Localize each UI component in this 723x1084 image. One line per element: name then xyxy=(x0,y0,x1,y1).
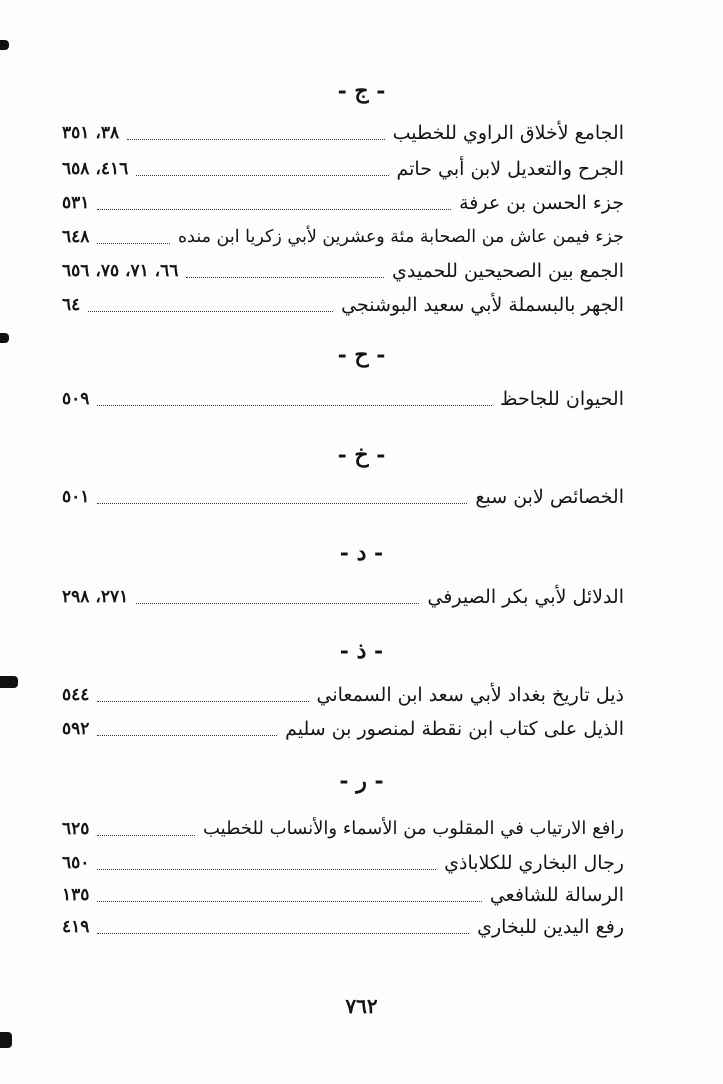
entry-title: الجمع بين الصحيحين للحميدي xyxy=(392,260,624,282)
index-entry xyxy=(62,222,624,252)
index-entry xyxy=(62,384,624,414)
entry-title: رفع اليدين للبخاري xyxy=(477,916,624,938)
index-entry xyxy=(62,582,624,612)
section-heading-ha: - ح - xyxy=(337,342,386,368)
entry-title: جزء فيمن عاش من الصحابة مئة وعشرين لأبي زكريا ابن منده xyxy=(177,227,624,247)
leader-dots xyxy=(97,869,436,870)
leader-dots xyxy=(97,701,308,702)
entry-pages: ٤١٩ xyxy=(62,917,90,937)
entry-title: رجال البخاري للكلاباذي xyxy=(444,852,624,874)
index-entry xyxy=(62,680,624,710)
leader-dots xyxy=(97,209,451,210)
entry-title: الخصائص لابن سبع xyxy=(475,486,624,508)
entry-pages: ٦٤ xyxy=(62,295,81,315)
leader-dots xyxy=(127,139,385,140)
index-entry xyxy=(62,482,624,512)
entry-title: الجهر بالبسملة لأبي سعيد البوشنجي xyxy=(341,294,624,316)
entry-pages: ٥٠٩ xyxy=(62,389,90,409)
leader-dots xyxy=(88,311,333,312)
leader-dots xyxy=(136,175,388,176)
entry-pages: ٦٢٥ xyxy=(62,819,90,839)
entry-title: الجامع لأخلاق الراوي للخطيب xyxy=(392,122,624,144)
entry-title: جزء الحسن بن عرفة xyxy=(459,192,624,214)
scan-mark xyxy=(0,40,9,50)
leader-dots xyxy=(97,933,469,934)
entry-pages: ٢٧١، ٢٩٨ xyxy=(62,587,129,607)
leader-dots xyxy=(136,603,419,604)
section-heading-ra: - ر - xyxy=(339,768,384,794)
entry-pages: ٥٩٢ xyxy=(62,719,90,739)
section-heading-jim: - ج - xyxy=(337,78,386,104)
index-entry xyxy=(62,714,624,744)
entry-pages: ٥٤٤ xyxy=(62,685,90,705)
entry-pages: ٥٠١ xyxy=(62,487,90,507)
leader-dots xyxy=(97,503,467,504)
entry-pages: ٥٣١ xyxy=(62,193,90,213)
entry-pages: ١٣٥ xyxy=(62,885,90,905)
index-entry xyxy=(62,848,624,878)
entry-pages: ٦٦، ٧١، ٧٥، ٦٥٦ xyxy=(62,261,179,281)
entry-title: الجرح والتعديل لابن أبي حاتم xyxy=(396,158,624,180)
scan-mark xyxy=(0,1032,12,1048)
index-entry xyxy=(62,912,624,942)
index-entry xyxy=(62,290,624,320)
entry-title: الرسالة للشافعي xyxy=(489,884,624,906)
entry-title: الذيل على كتاب ابن نقطة لمنصور بن سليم xyxy=(285,718,624,740)
leader-dots xyxy=(97,243,170,244)
entry-title: الدلائل لأبي بكر الصيرفي xyxy=(427,586,624,608)
scan-mark xyxy=(0,676,18,688)
index-entry xyxy=(62,814,624,844)
entry-pages: ٦٥٠ xyxy=(62,853,90,873)
index-entry xyxy=(62,118,624,148)
leader-dots xyxy=(97,835,195,836)
leader-dots xyxy=(97,405,492,406)
index-entry xyxy=(62,188,624,218)
entry-title: ذيل تاريخ بغداد لأبي سعد ابن السمعاني xyxy=(316,684,624,706)
section-heading-dal: - د - xyxy=(339,540,384,566)
index-entry xyxy=(62,154,624,184)
leader-dots xyxy=(186,277,384,278)
index-entry xyxy=(62,256,624,286)
section-heading-dhal: - ذ - xyxy=(339,638,384,664)
entry-pages: ٦٤٨ xyxy=(62,227,90,247)
leader-dots xyxy=(97,735,277,736)
index-entry xyxy=(62,880,624,910)
section-heading-kha: - خ - xyxy=(337,442,386,468)
page-number: ٧٦٢ xyxy=(345,994,378,1018)
entry-title: رافع الارتياب في المقلوب من الأسماء والأنساب للخطيب xyxy=(202,818,624,839)
leader-dots xyxy=(97,901,481,902)
entry-pages: ٤١٦، ٦٥٨ xyxy=(62,159,129,179)
entry-title: الحيوان للجاحظ xyxy=(499,388,624,410)
entry-pages: ٣٨، ٣٥١ xyxy=(62,123,120,143)
